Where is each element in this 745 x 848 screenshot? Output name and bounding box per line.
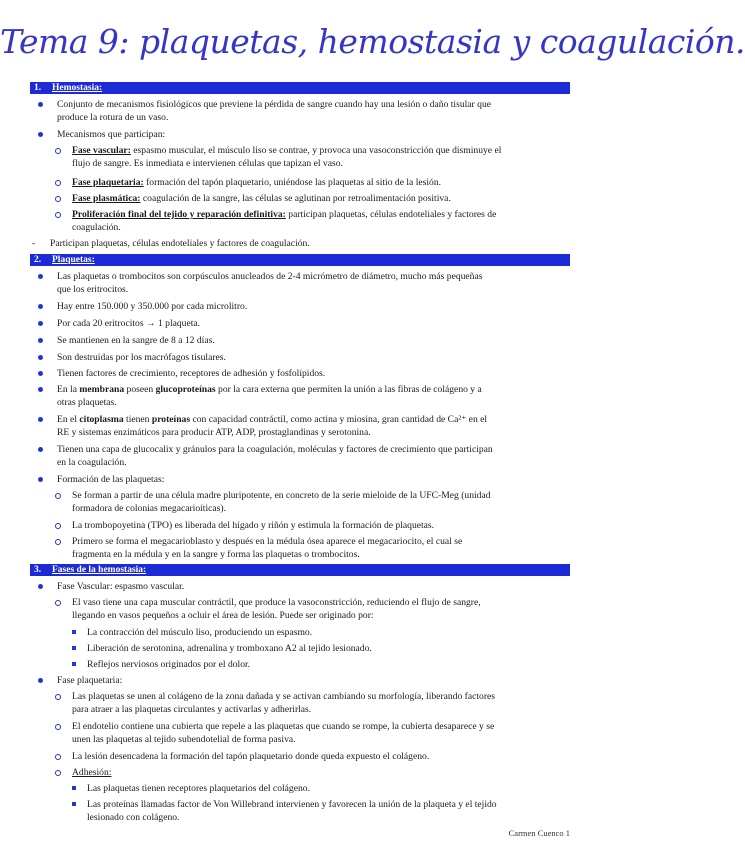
circle-bullet-icon	[55, 770, 61, 776]
definition: formación del tapón plaquetario, uniéndose las plaquetas al sitio de la lesión.	[143, 177, 442, 188]
list-item: Las plaquetas se unen al colágeno de la zona dañada y se activan cambiando su morfología, liberando factores	[72, 691, 496, 702]
section-header-fases	[30, 564, 570, 576]
list-item-adhesion: Adhesión:	[72, 767, 112, 778]
list-item-continued: que los eritrocitos.	[57, 284, 129, 295]
list-item: El endotelio contiene una cubierta que repele a las plaquetas que cuando se rompe, la cubierta desaparece y se	[72, 721, 495, 732]
list-item: La trombopoyetina (TPO) es liberada del hígado y riñón y estimula la formación de plaquetas.	[72, 520, 435, 531]
bullet-icon	[38, 304, 43, 309]
bullet-icon	[38, 678, 43, 683]
text: tienen	[123, 414, 152, 425]
list-item-continued: RE y sistemas enzimáticos para producir ATP, ADP, prostaglandinas y serotonina.	[57, 427, 371, 438]
list-item: Son destruidas por los macrófagos tisulares.	[57, 352, 226, 363]
dash-icon: -	[32, 238, 36, 249]
section-number: 2.	[34, 255, 42, 265]
list-item-continued: para atraer a las plaquetas circulantes y activarlas y adherirlas.	[72, 704, 312, 715]
square-bullet-icon	[72, 662, 76, 666]
list-item-continued: en la coagulación.	[57, 457, 127, 468]
section-title: Plaquetas:	[52, 255, 95, 265]
circle-bullet-icon	[55, 754, 61, 760]
list-item: Primero se forma el megacarioblasto y después en la médula ósea aparece el megacariocito, el cual se	[72, 536, 463, 547]
section-header-hemostasia	[30, 82, 570, 94]
list-item-continued: produce la rotura de un vaso.	[57, 112, 169, 123]
list-item-continued: coagulación.	[72, 222, 121, 233]
bullet-icon	[38, 338, 43, 343]
list-item: Participan plaquetas, células endoteliales y factores de coagulación.	[50, 238, 310, 249]
text: poseen	[124, 384, 156, 395]
bullet-icon	[38, 417, 43, 422]
square-bullet-icon	[72, 630, 76, 634]
list-item-continued: fragmenta en la médula y en la sangre y forma las plaquetas o trombocitos.	[72, 549, 360, 560]
list-item: Mecanismos que participan:	[57, 129, 166, 140]
list-item: Fase Vascular: espasmo vascular.	[57, 581, 185, 592]
list-item: Se mantienen en la sangre de 8 a 12 días.	[57, 335, 215, 346]
circle-bullet-icon	[55, 694, 61, 700]
circle-bullet-icon	[55, 600, 61, 606]
circle-bullet-icon	[55, 148, 61, 154]
list-item: Hay entre 150.000 y 350.000 por cada microlitro.	[57, 301, 248, 312]
term: Fase plaquetaria:	[72, 177, 144, 188]
term: proteínas	[151, 414, 191, 425]
list-item: Formación de las plaquetas:	[57, 474, 165, 485]
text: con capacidad contráctil, como actina y miosina, gran cantidad de Ca²⁺ en el	[190, 414, 488, 425]
list-item: La contracción del músculo liso, produciendo un espasmo.	[87, 627, 313, 638]
list-item-proliferacion	[72, 208, 496, 221]
circle-bullet-icon	[55, 523, 61, 529]
term: glucoproteínas	[155, 384, 216, 395]
circle-bullet-icon	[55, 180, 61, 186]
section-number: 1.	[34, 83, 42, 93]
bullet-icon	[38, 387, 43, 392]
text: En el	[57, 414, 80, 425]
definition: espasmo muscular, el músculo liso se contrae, y provoca una vasoconstricción que disminuye el	[130, 145, 502, 156]
circle-bullet-icon	[55, 724, 61, 730]
definition: coagulación de la sangre, las células se aglutinan por retroalimentación positiva.	[140, 193, 451, 204]
text: por la cara externa que permiten la unión a las fibras de colágeno y a	[215, 384, 482, 395]
list-item: Tienen una capa de glucocalix y gránulos para la coagulación, moléculas y factores de crecimiento que participan	[57, 444, 493, 455]
circle-bullet-icon	[55, 196, 61, 202]
list-item: Fase plaquetaria:	[57, 675, 123, 686]
bullet-icon	[38, 355, 43, 360]
list-item-continued: formadora de colonias megacarioíticas).	[72, 503, 226, 514]
term: Fase plasmática:	[72, 193, 141, 204]
term: membrana	[79, 384, 125, 395]
list-item-continued: lesionado con colágeno.	[87, 812, 180, 823]
list-item-membrana	[57, 383, 482, 396]
bullet-icon	[38, 321, 43, 326]
list-item: El vaso tiene una capa muscular contráctil, que produce la vasoconstricción, reduciendo el flujo de sangre,	[72, 597, 481, 608]
bullet-icon	[38, 371, 43, 376]
list-item: Por cada 20 eritrocitos → 1 plaqueta.	[57, 318, 201, 329]
bullet-icon	[38, 102, 43, 107]
circle-bullet-icon	[55, 493, 61, 499]
text: En la	[57, 384, 80, 395]
list-item: Liberación de serotonina, adrenalina y tromboxano A2 al tejido lesionado.	[87, 643, 372, 654]
list-item-continued: flujo de sangre. Es inmediata e intervienen células que tapizan el vaso.	[72, 158, 343, 169]
list-item: La lesión desencadena la formación del tapón plaquetario donde queda expuesto el colágeno.	[72, 751, 430, 762]
bullet-icon	[38, 477, 43, 482]
list-item-citoplasma	[57, 413, 487, 426]
bullet-icon	[38, 447, 43, 452]
square-bullet-icon	[72, 786, 76, 790]
circle-bullet-icon	[55, 539, 61, 545]
section-title: Fases de la hemostasia:	[52, 565, 147, 575]
bullet-icon	[38, 274, 43, 279]
bullet-icon	[38, 584, 43, 589]
definition: participan plaquetas, células endoteliales y factores de	[285, 209, 497, 220]
list-item: Conjunto de mecanismos fisiológicos que previene la pérdida de sangre cuando hay una lesión o daño tisular que	[57, 99, 492, 110]
list-item-continued: unen las plaquetas al tejido subendotelial de forma pasiva.	[72, 734, 296, 745]
list-item-fase-plasmatica	[72, 192, 451, 205]
square-bullet-icon	[72, 646, 76, 650]
page-footer: Carmen Cuenco 1	[508, 828, 570, 838]
list-item-continued: otras plaquetas.	[57, 397, 117, 408]
list-item: Las plaquetas o trombocitos son corpúsculos anucleados de 2-4 micrómetro de diámetro, mucho más pequeñas	[57, 271, 483, 282]
square-bullet-icon	[72, 802, 76, 806]
term: Fase vascular:	[72, 145, 131, 156]
list-item: Reflejos nerviosos originados por el dolor.	[87, 659, 251, 670]
section-title: Hemostasia:	[52, 83, 103, 93]
bullet-icon	[38, 132, 43, 137]
term: citoplasma	[79, 414, 124, 425]
list-item: Se forman a partir de una célula madre pluripotente, en concreto de la serie mieloide de la UFC-Meg (unidad	[72, 490, 491, 501]
list-item: Tienen factores de crecimiento, receptores de adhesión y fosfolípidos.	[57, 368, 326, 379]
list-item: Las proteínas llamadas factor de Von Willebrand intervienen y favorecen la unión de la plaqueta y el tejido	[87, 799, 497, 810]
list-item-fase-plaquetaria	[72, 176, 441, 189]
page-title: Tema 9: plaquetas, hemostasia y coagulación.	[0, 22, 745, 61]
term: Proliferación final del tejido y reparación definitiva:	[72, 209, 286, 220]
list-item-fase-vascular	[72, 144, 501, 157]
section-header-plaquetas	[30, 254, 570, 266]
list-item-continued: llegando en vasos pequeños a ocluir el área de lesión. Puede ser originado por:	[72, 610, 374, 621]
list-item: Las plaquetas tienen receptores plaquetarios del colágeno.	[87, 783, 310, 794]
section-number: 3.	[34, 565, 42, 575]
circle-bullet-icon	[55, 212, 61, 218]
